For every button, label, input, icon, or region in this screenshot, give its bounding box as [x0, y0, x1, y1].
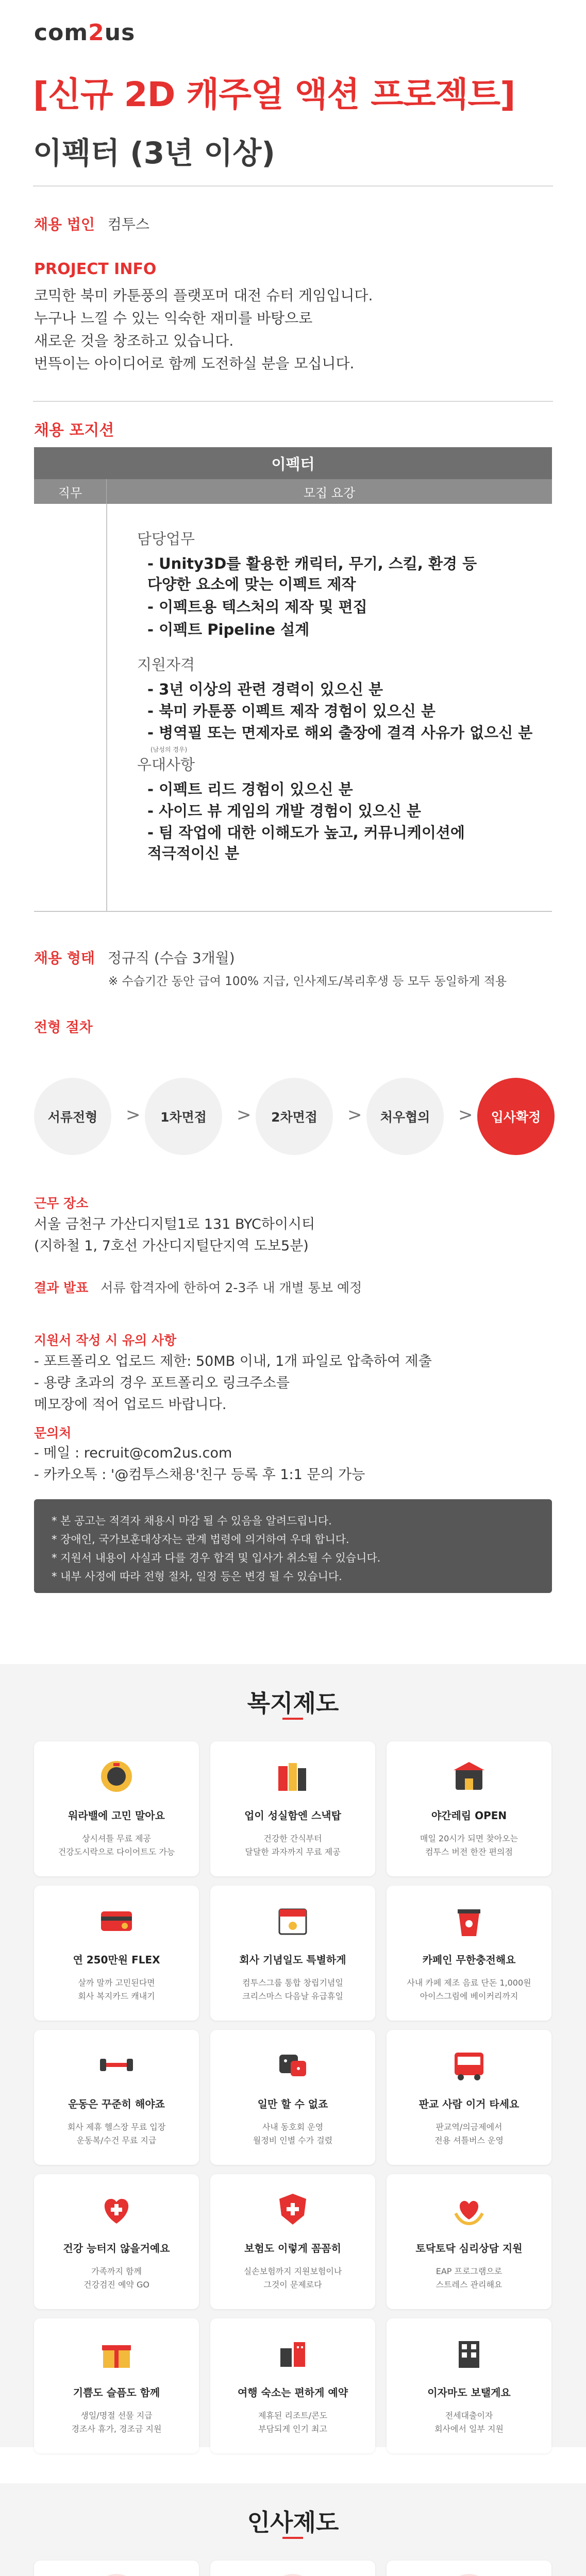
health-icon: [96, 2189, 137, 2230]
house-icon: [448, 2333, 490, 2374]
job-cell: [34, 504, 107, 911]
welfare-card-title: 야간레림 OPEN: [431, 1809, 507, 1822]
caution-line: - 용량 초과의 경우 포트폴리오 링크주소를: [34, 1375, 290, 1391]
notice-box: [34, 1499, 552, 1593]
project-description: [34, 284, 373, 375]
caution-line: 메모장에 적어 업로드 바랍니다.: [34, 1397, 227, 1413]
arrow-icon: >: [347, 1105, 362, 1125]
welfare-card-desc: 제휴된 리조트/콘도: [258, 2411, 328, 2420]
qual-note: [147, 738, 187, 755]
logo-text-left: com: [34, 20, 89, 46]
welfare-card: [34, 2174, 199, 2309]
coffee-icon: [96, 1756, 137, 1797]
contact-heading: 문의처: [34, 1426, 72, 1440]
table-header-row: [34, 479, 552, 504]
welfare-card: [210, 2174, 375, 2309]
welfare-card: [387, 2174, 551, 2309]
location-heading: 근무 장소: [34, 1196, 89, 1211]
welfare-card-desc: 아이스그림에 베이커리까지: [420, 1991, 518, 2001]
welfare-title: 복지제도: [247, 1689, 339, 1717]
welfare-card-desc: 건강도시락으로 다이어트도 가능: [58, 1847, 175, 1857]
welfare-card-desc: 전용 셔틀버스 운영: [434, 2136, 504, 2145]
insurance-icon: [272, 2189, 313, 2230]
duty-item: - 이펙트용 텍스처의 제작 및 편집: [147, 598, 367, 616]
contact-email[interactable]: - 메일 : recruit@com2us.com: [34, 1445, 232, 1461]
process-steps: [34, 1078, 555, 1155]
welfare-card-title: 기쁨도 슬픔도 함께: [73, 2386, 160, 2399]
counseling-icon: [448, 2189, 490, 2230]
company-value: 컴투스: [107, 216, 150, 233]
gift-card-icon: [96, 1900, 137, 1941]
logo-text-mid: 2: [88, 20, 105, 46]
welfare-card-title: 토닥토닥 심리상담 지원: [415, 2242, 523, 2255]
hr-title: 인사제도: [247, 2509, 339, 2536]
result-label: 결과 발표: [34, 1280, 89, 1295]
qual-item: - 3년 이상의 관련 경력이 있으신 분: [147, 681, 383, 698]
project-line: 누구나 느낄 수 있는 익숙한 재미를 바탕으로: [34, 310, 313, 327]
welfare-card-title: 판교 사람 이거 타세요: [418, 2098, 520, 2110]
welfare-card-desc: 스트레스 관리해요: [436, 2280, 503, 2290]
welfare-card-title: 카페인 무한충전해요: [422, 1954, 516, 1966]
welfare-card-desc: 건강한 간식부터: [263, 1834, 322, 1843]
contact-text: [34, 1443, 365, 1486]
welfare-card-desc: 회사 복지카드 캐내기: [78, 1991, 155, 2001]
divider: [33, 401, 553, 402]
coffee-cup-icon: [448, 1900, 490, 1941]
qual-item: - 북미 카툰풍 이펙트 제작 경험이 있으신 분: [147, 702, 436, 720]
welfare-card-desc: 회사에서 일부 지원: [434, 2424, 504, 2434]
welfare-card-title: 이자마도 보탤게요: [427, 2386, 511, 2399]
caution-text: [34, 1351, 432, 1416]
caution-line: - 포트폴리오 업로드 제한: 50MB 이내, 1개 파일로 압축하여 제출: [34, 1353, 432, 1369]
qual-heading: 지원자격: [137, 656, 195, 673]
welfare-card-desc: 달달한 과자까지 무료 제공: [245, 1847, 341, 1857]
pref-item: - 이펙트 리드 경험이 있으신 분: [147, 781, 353, 798]
welfare-card-desc: EAP 프로그램으로: [436, 2266, 503, 2276]
duty-item: 다양한 요소에 맞는 이펙트 제작: [147, 575, 356, 593]
welfare-card: [387, 2030, 551, 2165]
welfare-section: [0, 1664, 586, 2447]
notice-line: * 본 공고는 적격자 채용시 마감 될 수 있음을 알려드립니다.: [52, 1515, 332, 1527]
location-text: [34, 1214, 315, 1257]
arrow-icon: >: [458, 1105, 473, 1125]
page-subtitle: 이펙터 (3년 이상): [33, 135, 275, 171]
welfare-card-desc: 그것이 문제로다: [263, 2280, 322, 2290]
table-body-row: [34, 504, 552, 912]
welfare-card: [210, 2318, 375, 2453]
welfare-card: [387, 2318, 551, 2453]
employment-note: ※ 수습기간 동안 급여 100% 지급, 인사제도/복리후생 등 모두 동일하게 적용: [108, 975, 507, 988]
welfare-card-title: 보험도 이렇게 꼼꼼히: [244, 2242, 341, 2255]
title-underline: [282, 2537, 303, 2539]
welfare-card-desc: 컴투스그룹 통합 창립기념일: [242, 1978, 343, 1988]
process-heading: 전형 절차: [34, 1020, 93, 1036]
requirements-cell: [107, 504, 552, 911]
calendar-icon: [272, 1900, 313, 1941]
divider: [33, 185, 553, 187]
employment-value: 정규직 (수습 3개월): [107, 950, 235, 967]
step-interview-1: 1차면접: [145, 1078, 222, 1155]
welfare-card-desc: 사내 카페 제조 음료 단돈 1,000원: [407, 1978, 531, 1988]
contact-kakao: - 카카오톡 : '@컴투스채용'친구 등록 후 1:1 문의 가능: [34, 1467, 365, 1483]
welfare-card-desc: 가족까지 함께: [91, 2266, 142, 2276]
welfare-card-desc: 회사 제휴 헬스장 무료 입장: [67, 2122, 166, 2132]
company-row: [34, 213, 149, 234]
position-heading: 채용 포지션: [34, 421, 114, 439]
welfare-card-title: 회사 기념일도 특별하게: [239, 1954, 346, 1966]
welfare-card: [210, 1741, 375, 1876]
time-off-icon: [446, 2574, 492, 2576]
step-negotiation: 처우협의: [366, 1078, 444, 1155]
welfare-card-desc: 판교역/의금제에서: [436, 2122, 503, 2132]
notice-line: * 장애인, 국가보훈대상자는 관계 법령에 의거하여 우대 합니다.: [52, 1533, 349, 1546]
welfare-card-title: 연 250만원 FLEX: [73, 1954, 160, 1966]
pref-item: - 사이드 뷰 게임의 개발 경험이 있으신 분: [147, 802, 421, 820]
welfare-card-desc: 상시셔틀 무료 제공: [82, 1834, 151, 1843]
welfare-card-desc: 운동복/수건 무료 지급: [76, 2136, 157, 2145]
project-heading: PROJECT INFO: [34, 260, 157, 278]
company-label: 채용 법인: [34, 216, 95, 233]
welfare-card-desc: 건강검진 예약 GO: [83, 2280, 149, 2290]
result-value: 서류 합격자에 한하여 2-3주 내 개별 통보 예정: [101, 1280, 362, 1295]
welfare-card: [210, 2030, 375, 2165]
qual-note-text: (남성의 경우): [150, 746, 188, 753]
location-line: (지하철 1, 7호선 가산디지털단지역 도보5분): [34, 1238, 309, 1254]
dice-icon: [272, 2044, 313, 2086]
welfare-card-desc: 사내 동호회 운영: [262, 2122, 324, 2132]
step-confirmed: 입사확정: [477, 1078, 555, 1155]
location-line: 서울 금천구 가산디지털1로 131 BYC하이시티: [34, 1216, 315, 1232]
employment-label: 채용 형태: [34, 950, 95, 967]
welfare-card: [34, 2318, 199, 2453]
qual-item: - 병역필 또는 면제자로 해외 출장에 결격 사유가 없으신 분: [147, 724, 533, 741]
pref-item: 적극적이신 분: [147, 844, 240, 862]
restaurant-icon: [448, 1756, 490, 1797]
position-table: [34, 447, 552, 912]
resort-icon: [272, 2333, 313, 2374]
hr-card: [210, 2561, 375, 2576]
result-row: [34, 1278, 362, 1296]
clock-icon: [270, 2574, 316, 2576]
welfare-card: [210, 1886, 375, 2021]
welfare-card: [34, 1886, 199, 2021]
welfare-card: [387, 1741, 551, 1876]
notice-line: * 지원서 내용이 사실과 다를 경우 합격 및 입사가 취소될 수 있습니다.: [52, 1552, 381, 1564]
bubble-icon: [93, 2574, 140, 2576]
dumbbell-icon: [96, 2044, 137, 2086]
welfare-card-desc: 경조사 휴가, 경조금 지원: [71, 2424, 162, 2434]
welfare-card-desc: 부담되게 인기 최고: [258, 2424, 327, 2434]
project-line: 새로운 것을 창조하고 있습니다.: [34, 332, 234, 349]
welfare-card-title: 여행 숙소는 편하게 예약: [237, 2386, 348, 2399]
welfare-card-desc: 크리스마스 다음날 유급휴일: [242, 1991, 343, 2001]
welfare-card-desc: 살까 말까 고민된다면: [78, 1978, 155, 1988]
employment-row: [34, 947, 235, 968]
col-requirements: 모집 요강: [303, 485, 356, 500]
duties-heading: 담당업무: [137, 530, 195, 548]
welfare-card-desc: 컴투스 버전 한잔 편의점: [425, 1847, 513, 1857]
welfare-card-desc: 월정비 인별 수가 걸렸: [253, 2136, 333, 2145]
welfare-card-title: 일만 할 수 없죠: [257, 2098, 328, 2110]
title-underline: [282, 1718, 303, 1720]
notice-line: * 내부 사정에 따라 전형 절차, 일정 등은 변경 될 수 있습니다.: [52, 1570, 342, 1583]
caution-heading: 지원서 작성 시 유의 사항: [34, 1333, 177, 1348]
project-line: 코믹한 북미 카툰풍의 플랫포머 대전 슈터 게임입니다.: [34, 287, 373, 304]
books-icon: [272, 1756, 313, 1797]
welfare-card-desc: 생일/명절 선물 지급: [80, 2411, 153, 2420]
pref-item: - 팀 작업에 대한 이해도가 높고, 커뮤니케이션에: [147, 824, 465, 841]
table-title: 이펙터: [34, 447, 552, 479]
welfare-card-title: 건강 능터지 않을거예요: [63, 2242, 170, 2255]
arrow-icon: >: [126, 1105, 141, 1125]
company-logo[interactable]: [34, 20, 135, 46]
step-interview-2: 2차면접: [256, 1078, 333, 1155]
welfare-card-title: 운동은 꾸준히 해야죠: [68, 2098, 165, 2110]
duty-item: - Unity3D를 활용한 캐릭터, 무기, 스킬, 환경 등: [147, 555, 477, 572]
welfare-card: [387, 1886, 551, 2021]
arrow-icon: >: [237, 1105, 252, 1125]
bus-icon: [448, 2044, 490, 2086]
pref-heading: 우대사항: [137, 756, 195, 773]
welfare-card-desc: 매일 20시가 되면 찾아오는: [420, 1834, 518, 1843]
logo-text-right: us: [104, 20, 136, 46]
project-line: 번뜩이는 아이디어로 함께 도전하실 분을 모십니다.: [34, 355, 355, 372]
page-title: [신규 2D 캐주얼 액션 프로젝트]: [33, 75, 515, 114]
duty-item: - 이펙트 Pipeline 설계: [147, 621, 310, 638]
welfare-card-desc: 전세대출이자: [445, 2411, 493, 2420]
welfare-card: [34, 2030, 199, 2165]
col-job: 직무: [34, 479, 107, 504]
present-icon: [96, 2333, 137, 2374]
hr-card: [34, 2561, 199, 2576]
welfare-card-desc: 실손보험까지 지원보험이나: [243, 2266, 342, 2276]
step-document: 서류전형: [34, 1078, 111, 1155]
welfare-card-title: 업이 성실함엔 스낵탑: [244, 1809, 341, 1822]
welfare-card-title: 워라밸에 고민 말아요: [68, 1809, 165, 1822]
hr-card: [387, 2561, 551, 2576]
hr-section: [0, 2483, 586, 2576]
welfare-card: [34, 1741, 199, 1876]
